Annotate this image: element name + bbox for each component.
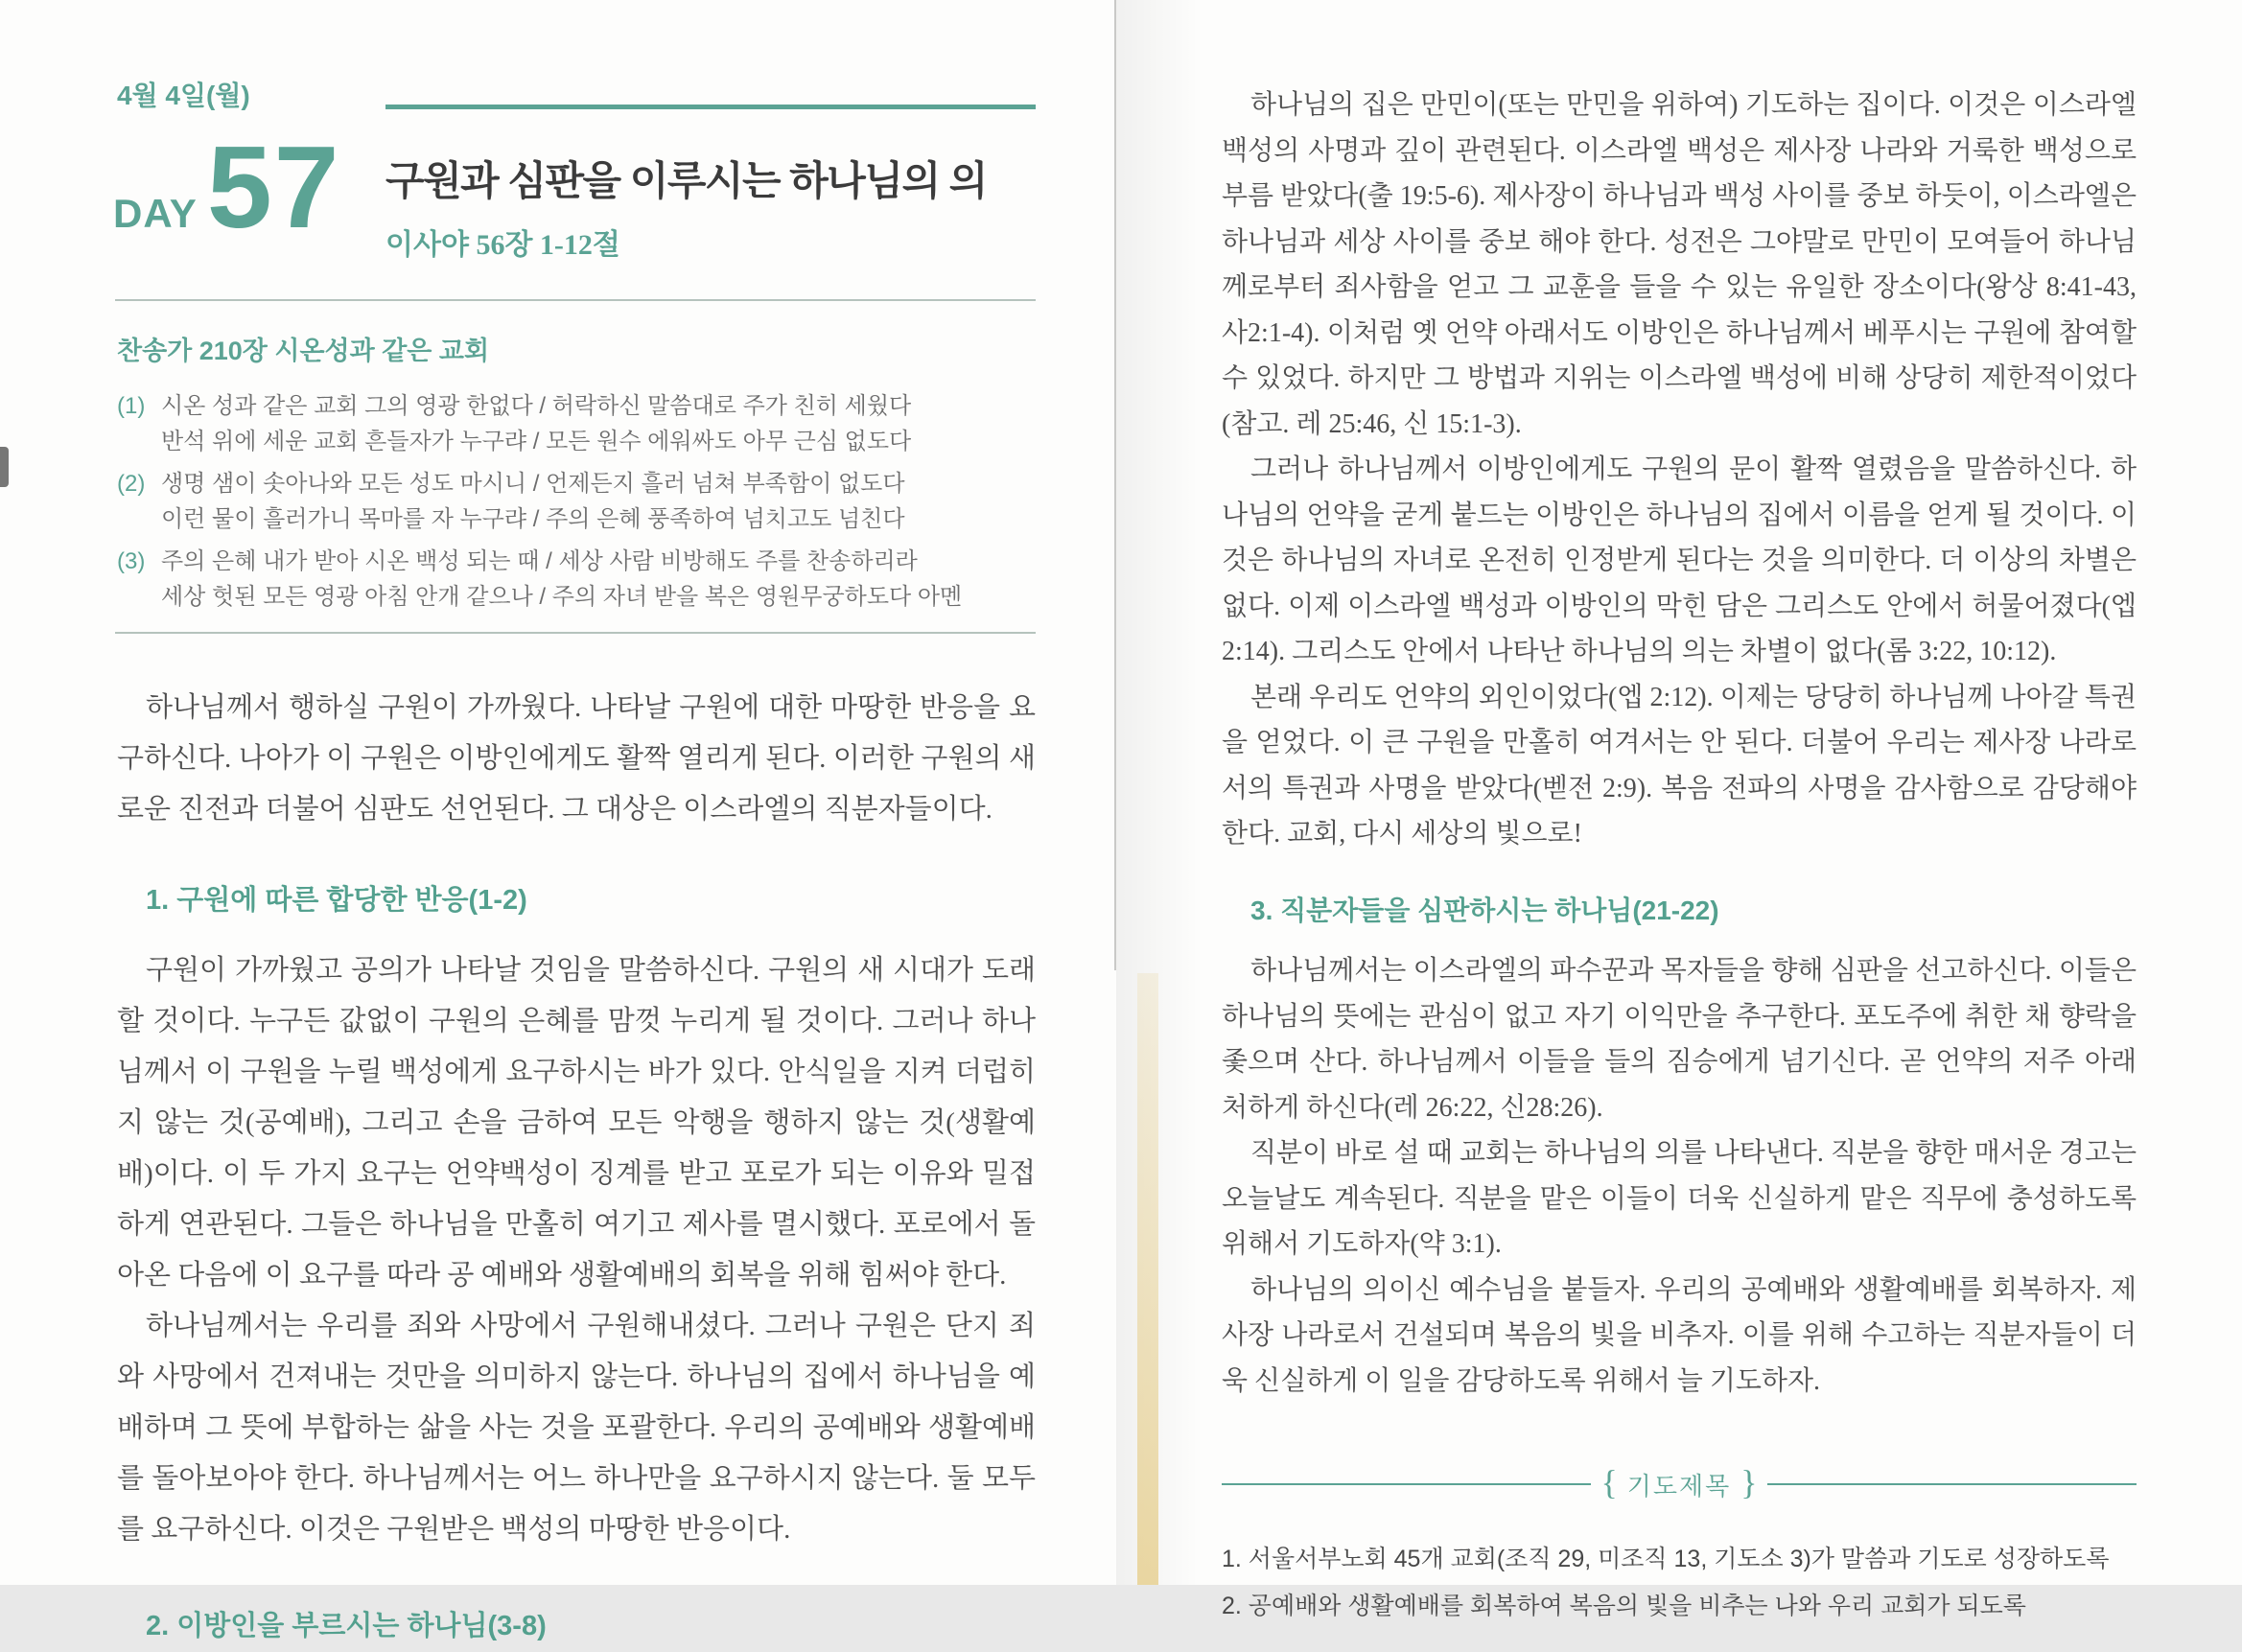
divider-line-right	[1767, 1483, 2137, 1485]
body-paragraph: 그러나 하나님께서 이방인에게도 구원의 문이 활짝 열렸음을 말씀하신다. 하나님의 언약을 굳게 붙드는 이방인은 하나님의 집에서 이름을 얻게 될 것이다. 이것은 하나님의 자녀로 온전히 인정받게 된다는 것을 의미한다. 더 이상의 차별은 없다. 이제 이스라엘 백성과 이방인의 막힌 담은 그리스도 안에서 허물어졌다(엡 2:14). 그리스도 안에서 나타난 하나님의 의는 차별이 없다(롬 3:22, 10:12).	[1222, 454, 2137, 666]
page-gutter-binding	[1137, 973, 1158, 1585]
prayer-heading: 기도제목	[1626, 1471, 1732, 1501]
prayer-item: 2. 공예배와 생활예배를 회복하여 복음의 빛을 비추는 나와 우리 교회가 되도록	[1222, 1593, 2026, 1619]
title-accent-rule	[385, 105, 1036, 109]
prayer-divider	[1222, 1465, 2137, 1503]
open-brace-ornament: {	[1600, 1463, 1618, 1501]
day-block	[113, 122, 341, 252]
section-3-paragraph: 하나님께서는 이스라엘의 파수꾼과 목자들을 향해 심판을 선고하신다. 이들은 하나님의 뜻에는 관심이 없고 자기 이익만을 추구한다. 포도주에 취한 채 향락을 좇으며 산다. 하나님께서 이들을 들의 짐승에게 넘기신다. 곧 언약의 저주 아래 처하게 하신다(레 26:22, 신28:26).	[1222, 956, 2137, 1123]
section-3-paragraph: 하나님의 의이신 예수님을 붙들자. 우리의 공예배와 생활예배를 회복하자. 제사장 나라로서 건설되며 복음의 빛을 비추자. 이를 위해 수고하는 직분자들이 더욱 신실하게 이 일을 감당하도록 위해서 늘 기도하자.	[1222, 1274, 2137, 1396]
left-body-text	[117, 683, 1036, 1652]
prayer-block	[1222, 1465, 2137, 1630]
verse-text: 시온 성과 같은 교회 그의 영광 한없다 / 허락하신 말씀대로 주가 친히 세웠다 반석 위에 세운 교회 흔들자가 누구랴 / 모든 원수 에워싸도 아무 근심 없도다	[161, 393, 912, 454]
verse-text: 생명 샘이 솟아나와 모든 성도 마시니 / 언제든지 흘러 넘쳐 부족함이 없도다 이런 물이 흘러가니 목마를 자 누구랴 / 주의 은혜 풍족하여 넘치고도 넘친다	[161, 471, 905, 532]
divider-line-left	[1222, 1483, 1591, 1485]
devotional-title: 구원과 심판을 이루시는 하나님의 의	[385, 158, 987, 203]
divider-rule-bottom	[115, 632, 1036, 634]
body-paragraph: 하나님의 집은 만민이(또는 만민을 위하여) 기도하는 집이다. 이것은 이스라엘 백성의 사명과 깊이 관련된다. 이스라엘 백성은 제사장 나라와 거룩한 백성으로 부름 받았다(출 19:5-6). 제사장이 하나님과 백성 사이를 중보 하듯이, 이스라엘은 하나님과 세상 사이를 중보 해야 한다. 성전은 그야말로 만민이 모여들어 하나님께로부터 죄사함을 얻고 그 교훈을 들을 수 있는 유일한 장소이다(왕상 8:41-43, 사2:1-4). 이처럼 옛 언약 아래서도 이방인은 하나님께서 베푸시는 구원에 참여할 수 있었다. 하지만 그 방법과 지위는 이스라엘 백성에 비해 상당히 제한적이었다(참고. 레 25:46, 신 15:1-3).	[1222, 90, 2137, 439]
hymn-title: 찬송가 210장 시온성과 같은 교회	[117, 337, 490, 365]
section-3-paragraph: 직분이 바로 설 때 교회는 하나님의 의를 나타낸다. 직분을 향한 매서운 경고는 오늘날도 계속된다. 직분을 맡은 이들이 더욱 신실하게 맡은 직무에 충성하도록 위해서 기도하자(약 3:1).	[1222, 1138, 2137, 1259]
hymn-block	[117, 330, 1036, 621]
verse-number: (3)	[117, 548, 146, 574]
section-3-heading: 3. 직분자들을 심판하시는 하나님(21-22)	[1250, 895, 1719, 925]
prayer-item: 1. 서울서부노회 45개 교회(조직 29, 미조직 13, 기도소 3)가 말씀과 기도로 성장하도록	[1222, 1546, 2110, 1572]
verse-number: (2)	[117, 471, 146, 497]
hymn-verse-2	[117, 466, 1036, 537]
prayer-list	[1222, 1536, 2137, 1630]
body-paragraph: 본래 우리도 언약의 외인이었다(엡 2:12). 이제는 당당히 하나님께 나아갈 특권을 얻었다. 이 큰 구원을 만홀히 여겨서는 안 된다. 더불어 우리는 제사장 나라로서의 특권과 사명을 받았다(벧전 2:9). 복음 전파의 사명을 감사함으로 감당해야 한다. 교회, 다시 세상의 빛으로!	[1222, 682, 2137, 849]
hymn-verse-3	[117, 544, 1036, 615]
scripture-reference: 이사야 56장 1-12절	[385, 229, 620, 261]
scan-edge-artifact	[0, 447, 9, 487]
section-2-heading: 2. 이방인을 부르시는 하나님(3-8)	[146, 1611, 547, 1641]
close-brace-ornament: }	[1740, 1463, 1758, 1501]
section-1-heading: 1. 구원에 따른 합당한 반응(1-2)	[146, 885, 527, 916]
section-1-paragraph: 구원이 가까웠고 공의가 나타날 것임을 말씀하신다. 구원의 새 시대가 도래할 것이다. 누구든 값없이 구원의 은혜를 맘껏 누리게 될 것이다. 그러나 하나님께서 이 구원을 누릴 백성에게 요구하시는 바가 있다. 안식일을 지켜 더럽히지 않는 것(공예배), 그리고 손을 금하여 모든 악행을 행하지 않는 것(생활예배)이다. 이 두 가지 요구는 언약백성이 징계를 받고 포로가 되는 이유와 밀접하게 연관된다. 그들은 하나님을 만홀히 여기고 제사를 멸시했다. 포로에서 돌아온 다음에 이 요구를 따라 공 예배와 생활예배의 회복을 위해 힘써야 한다.	[117, 955, 1036, 1291]
divider-rule-top	[115, 299, 1036, 301]
day-word: DAY	[113, 190, 198, 236]
section-1-paragraph: 하나님께서는 우리를 죄와 사망에서 구원해내셨다. 그러나 구원은 단지 죄와 사망에서 건져내는 것만을 의미하지 않는다. 하나님의 집에서 하나님을 예배하며 그 뜻에 부합하는 삶을 사는 것을 포괄한다. 우리의 공예배와 생활예배를 돌아보아야 한다. 하나님께서는 어느 하나만을 요구하시지 않는다. 둘 모두를 요구하신다. 이것은 구원받은 백성의 마땅한 반응이다.	[117, 1311, 1036, 1545]
intro-paragraph: 하나님께서 행하실 구원이 가까웠다. 나타날 구원에 대한 마땅한 반응을 요구하신다. 나아가 이 구원은 이방인에게도 활짝 열리게 된다. 이러한 구원의 새로운 진전과 더불어 심판도 선언된다. 그 대상은 이스라엘의 직분자들이다.	[117, 692, 1036, 825]
hymn-verse-1	[117, 388, 1036, 459]
verse-number: (1)	[117, 393, 146, 419]
verse-text: 주의 은혜 내가 받아 시온 백성 되는 때 / 세상 사람 비방해도 주를 찬송하리라 세상 헛된 모든 영광 아침 안개 같으나 / 주의 자녀 받을 복은 영원무궁하도다 아멘	[161, 548, 963, 610]
right-body-text	[1222, 82, 2137, 1404]
date-label: 4월 4일(월)	[117, 81, 250, 110]
day-number: 57	[206, 122, 341, 252]
